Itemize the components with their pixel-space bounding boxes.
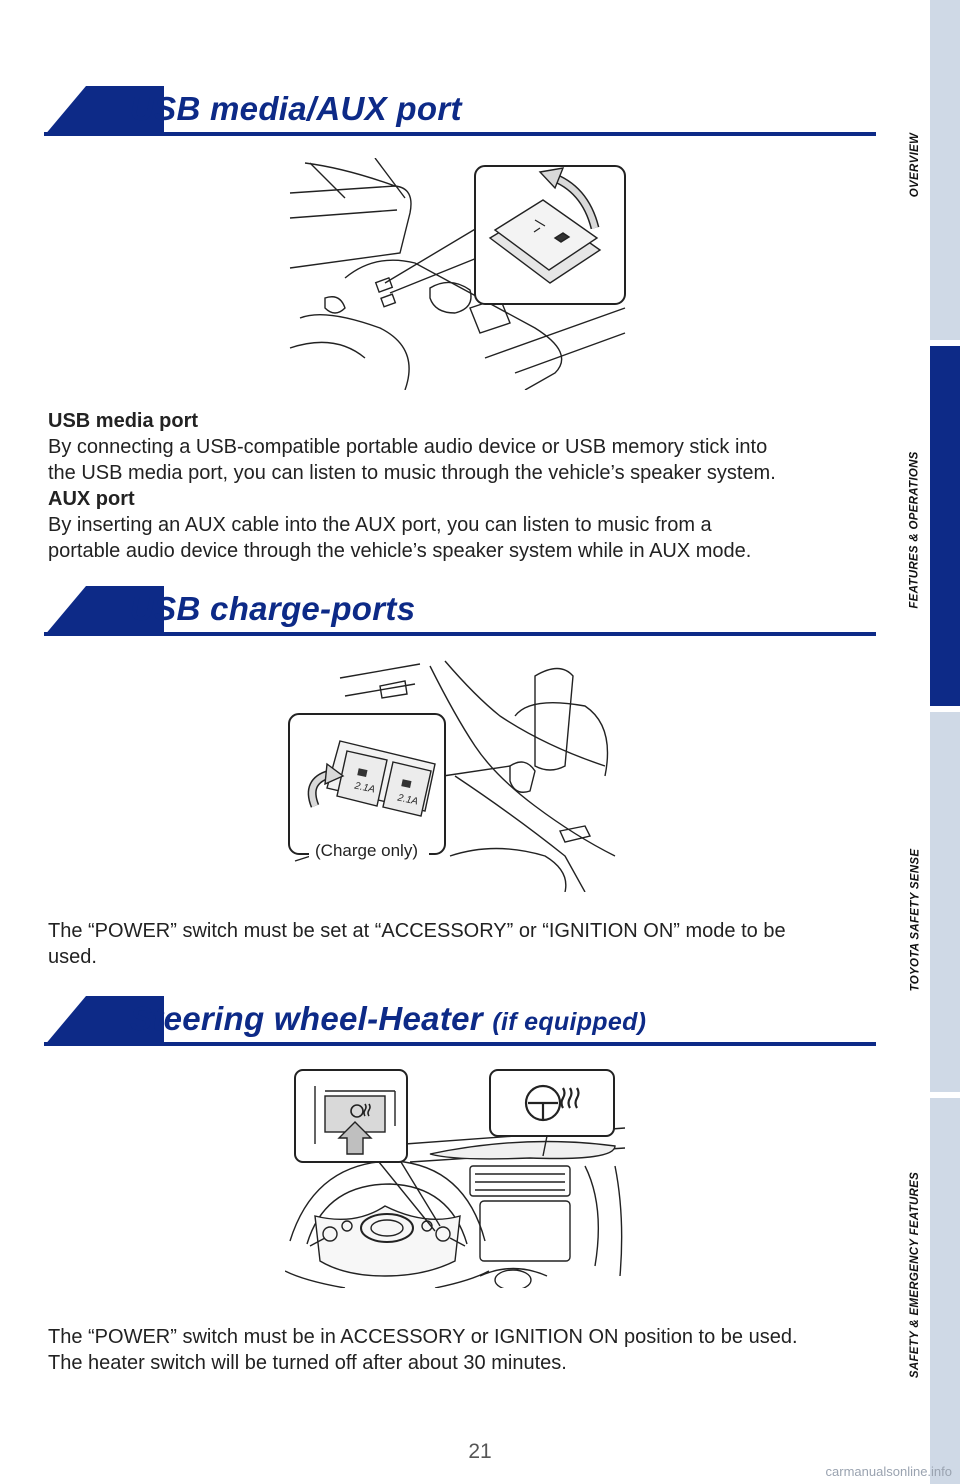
section-title	[130, 1000, 646, 1038]
section-header-usb-charge	[44, 586, 876, 636]
port-rating-2: 2.1A	[396, 792, 419, 808]
nav-label-overview[interactable]: OVERVIEW	[909, 132, 922, 198]
aux-port-label: AUX port	[48, 488, 135, 510]
section-nav	[930, 0, 960, 1484]
header-rule	[44, 132, 876, 136]
nav-label-features-operations[interactable]: FEATURES & OPERATIONS	[909, 451, 921, 609]
aux-text-line-1: By inserting an AUX cable into the AUX port, you can listen to music from a	[48, 514, 712, 536]
nav-tab-features-operations[interactable]	[930, 346, 960, 706]
nav-tab-overview[interactable]	[930, 0, 960, 340]
charge-only-callout: (Charge only)	[315, 841, 418, 860]
usb-charge-text-line-1: The “POWER” switch must be set at “ACCESSORY” or “IGNITION ON” mode to be	[48, 920, 786, 942]
usb-charge-description	[48, 918, 878, 970]
usb-charge-text-line-2: used.	[48, 946, 97, 968]
port-rating-1: 2.1A	[353, 780, 376, 796]
header-rule	[44, 632, 876, 636]
nav-tab-toyota-safety-sense[interactable]	[930, 712, 960, 1092]
section-header-usb-media	[44, 86, 876, 136]
usb-media-port-illustration	[285, 158, 630, 390]
usb-media-port-label: USB media port	[48, 410, 199, 432]
page-number: 21	[468, 1440, 492, 1463]
steering-heater-description	[48, 1324, 878, 1376]
usb-charge-ports-illustration	[285, 656, 625, 892]
if-equipped-note: (if equipped)	[492, 1008, 647, 1036]
steering-heater-illustration	[285, 1066, 625, 1288]
aux-text-line-2: portable audio device through the vehicle’s speaker system while in AUX mode.	[48, 540, 752, 562]
usb-media-text-line-1: By connecting a USB-compatible portable audio device or USB memory stick into	[48, 436, 768, 458]
nav-tab-safety-emergency[interactable]	[930, 1098, 960, 1484]
usb-media-text-line-2: the USB media port, you can listen to music through the vehicle’s speaker system.	[48, 462, 776, 484]
steering-heater-text-line-2: The heater switch will be turned off after about 30 minutes.	[48, 1352, 567, 1374]
watermark[interactable]: carmanualsonline.info	[825, 1464, 952, 1479]
nav-label-safety-emergency[interactable]: SAFETY & EMERGENCY FEATURES	[909, 1171, 921, 1379]
usb-media-description	[48, 408, 878, 564]
steering-heater-text-line-1: The “POWER” switch must be in ACCESSORY or IGNITION ON position to be used.	[48, 1326, 798, 1348]
section-title: USB media/AUX port	[130, 90, 462, 127]
section-title: USB charge-ports	[130, 590, 416, 627]
nav-label-toyota-safety-sense[interactable]: TOYOTA SAFETY SENSE	[909, 848, 922, 992]
section-header-steering-heater	[44, 996, 876, 1046]
header-rule	[44, 1042, 876, 1046]
steering-heater-title: Steering wheel-Heater	[130, 1000, 483, 1037]
